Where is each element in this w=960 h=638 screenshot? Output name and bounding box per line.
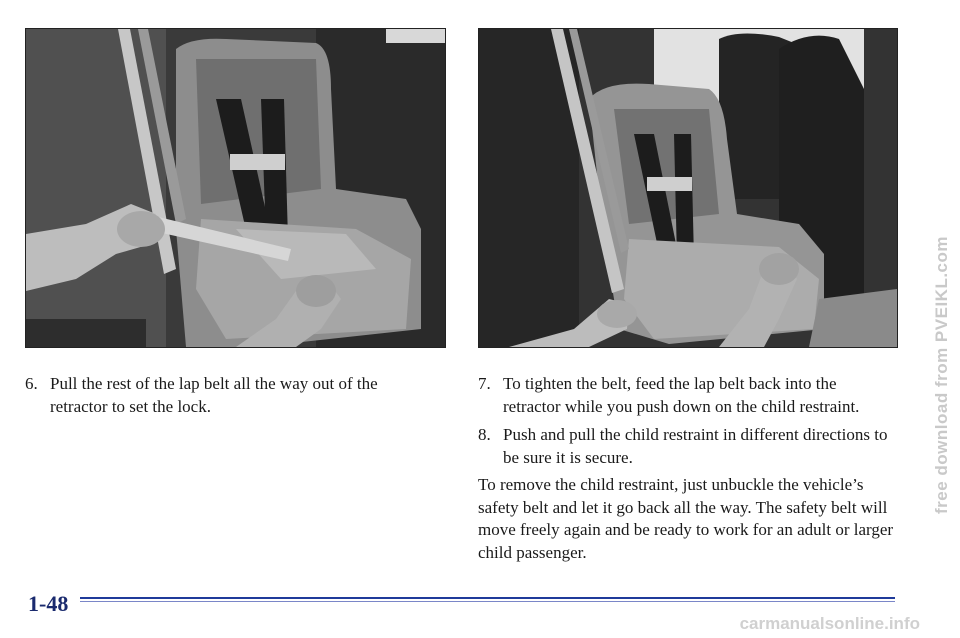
- step-number: 8.: [478, 425, 491, 444]
- page-number: 1-48: [28, 591, 69, 616]
- instruction-step-7: [478, 372, 898, 418]
- step-number: 6.: [25, 374, 38, 393]
- bottom-watermark: carmanualsonline.info: [739, 614, 920, 633]
- step-text: Pull the rest of the lap belt all the way out of the retractor to set the lock.: [50, 374, 378, 416]
- instruction-step-6: [25, 372, 425, 418]
- footer-rule: [80, 597, 895, 603]
- step-text: To tighten the belt, feed the lap belt back into the retractor while you push down on the child restraint.: [503, 374, 860, 416]
- step-text: Push and pull the child restraint in different directions to be sure it is secure.: [503, 425, 888, 467]
- side-watermark: free download from PVEIKL.com: [932, 235, 951, 515]
- removal-paragraph: To remove the child restraint, just unbuckle the vehicle’s safety belt and let it go back all the way. The safety belt will move freely again and be ready to work for an adult or larger child passenger.: [478, 475, 894, 562]
- illustration-pull-lap-belt: [25, 28, 446, 348]
- instruction-step-8: [478, 423, 898, 469]
- step-number: 7.: [478, 374, 491, 393]
- illustration-tighten-belt: [478, 28, 898, 348]
